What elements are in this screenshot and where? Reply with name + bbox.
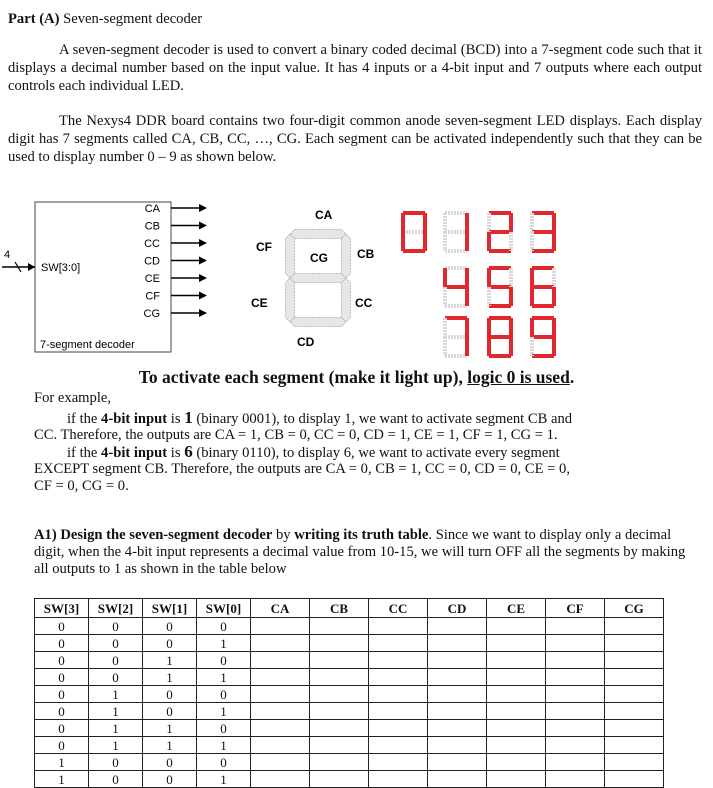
- output-cell: [605, 652, 664, 669]
- table-row: [35, 635, 664, 652]
- segment-outline-b: [342, 234, 351, 278]
- input-cell: 0: [143, 754, 197, 771]
- output-label-ca: CA: [144, 203, 160, 215]
- seg-label-cg: CG: [310, 251, 328, 265]
- output-arrow-head: [199, 239, 207, 247]
- input-cell: 0: [35, 720, 89, 737]
- input-cell: 0: [143, 635, 197, 652]
- input-cell: 0: [89, 635, 143, 652]
- output-label-cg: CG: [143, 308, 160, 320]
- input-cell: 1: [197, 737, 251, 754]
- input-cell: 1: [197, 771, 251, 788]
- output-cell: [428, 686, 487, 703]
- output-cell: [310, 703, 369, 720]
- note-underlined: logic 0 is used: [467, 367, 570, 387]
- digit-big: 1: [184, 408, 193, 427]
- input-cell: 0: [35, 618, 89, 635]
- text: is: [167, 445, 185, 461]
- column-header-sw3: SW[3]: [35, 599, 89, 618]
- digit-6: [532, 268, 554, 306]
- output-cell: [605, 771, 664, 788]
- input-cell: 1: [89, 686, 143, 703]
- column-header-sw0: SW[0]: [197, 599, 251, 618]
- truth-table: [34, 598, 664, 788]
- input-cell: 1: [89, 720, 143, 737]
- output-label-cd: CD: [144, 255, 160, 268]
- table-row: [35, 720, 664, 737]
- output-cell: [428, 618, 487, 635]
- board-paragraph: The Nexys4 DDR board contains two four-digit common anode seven-segment LED displays. Each display digit has 7 segments called CA, CB, CC, …, CG. Each segment can be activated independently such that they can be used to display number 0 – 9 as shown below.: [8, 113, 702, 165]
- output-cell: [251, 737, 310, 754]
- a1-label: A1) Design the seven-segment decoder: [34, 527, 273, 543]
- input-cell: 1: [143, 720, 197, 737]
- output-cell: [487, 737, 546, 754]
- table-row: [35, 754, 664, 771]
- a1-task: [34, 527, 694, 578]
- output-cell: [428, 771, 487, 788]
- output-cell: [546, 669, 605, 686]
- example1-line2: CC. Therefore, the outputs are CA = 1, CB = 0, CC = 0, CD = 1, CE = 1, CF = 1, CG = 1.: [34, 427, 558, 443]
- note-period: .: [569, 367, 575, 387]
- output-cell: [251, 669, 310, 686]
- output-arrow-head: [199, 292, 207, 300]
- input-cell: 0: [35, 669, 89, 686]
- note-text: To activate each segment (make it light up),: [138, 367, 468, 387]
- example-intro: For example,: [34, 390, 112, 406]
- output-cell: [605, 737, 664, 754]
- output-arrow-head: [199, 204, 207, 212]
- input-cell: 0: [197, 754, 251, 771]
- output-cell: [369, 669, 428, 686]
- segment-outline-a: [290, 230, 346, 239]
- output-label-ce: CE: [144, 273, 160, 285]
- output-cell: [546, 737, 605, 754]
- digit-2: [489, 213, 511, 251]
- input-cell: 0: [143, 618, 197, 635]
- output-cell: [487, 635, 546, 652]
- table-row: [35, 618, 664, 635]
- decoder-diagram: [0, 196, 713, 366]
- text: if the: [67, 411, 102, 427]
- output-cell: [251, 703, 310, 720]
- text: (binary 0110), to display 6, we want to activate every segment: [192, 445, 560, 461]
- input-cell: 1: [143, 652, 197, 669]
- segment-outline-f: [286, 234, 295, 278]
- digit-8: [489, 318, 511, 356]
- output-cell: [310, 771, 369, 788]
- output-cell: [310, 618, 369, 635]
- input-cell: 0: [89, 669, 143, 686]
- logic-zero-note: [0, 366, 713, 388]
- output-cell: [487, 720, 546, 737]
- digit-5: [489, 268, 511, 306]
- output-cell: [428, 720, 487, 737]
- output-cell: [487, 703, 546, 720]
- digit-3: [532, 213, 554, 251]
- digit-1: [445, 213, 467, 251]
- input-cell: 0: [143, 703, 197, 720]
- output-cell: [605, 720, 664, 737]
- output-cell: [605, 754, 664, 771]
- output-arrow-head: [199, 257, 207, 265]
- input-cell: 0: [143, 771, 197, 788]
- output-cell: [546, 686, 605, 703]
- digit-4: [445, 268, 467, 306]
- truth-table-body: [35, 618, 664, 788]
- output-cell: [369, 618, 428, 635]
- output-cell: [487, 669, 546, 686]
- section-part-label: Part (A): [8, 11, 60, 27]
- output-cell: [251, 618, 310, 635]
- seg-label-cf: CF: [256, 240, 272, 254]
- output-cell: [310, 635, 369, 652]
- input-cell: 0: [35, 686, 89, 703]
- output-cell: [546, 720, 605, 737]
- output-cell: [546, 635, 605, 652]
- segment-outline-g: [290, 274, 346, 283]
- input-cell: 0: [89, 771, 143, 788]
- table-row: [35, 669, 664, 686]
- segment-outline-e: [286, 278, 295, 322]
- input-cell: 0: [197, 686, 251, 703]
- table-row: [35, 703, 664, 720]
- input-cell: 1: [35, 754, 89, 771]
- output-cell: [487, 754, 546, 771]
- output-cell: [546, 754, 605, 771]
- example2-line2: EXCEPT segment CB. Therefore, the outputs are CA = 0, CB = 1, CC = 0, CD = 0, CE = 0,: [34, 461, 570, 477]
- digit-big: 6: [184, 442, 193, 461]
- section-heading: [8, 10, 702, 28]
- input-cell: 1: [143, 737, 197, 754]
- column-header-cg: CG: [605, 599, 664, 618]
- column-header-ca: CA: [251, 599, 310, 618]
- output-arrow-head: [199, 309, 207, 317]
- output-labels: [144, 203, 161, 320]
- seg-label-cb: CB: [357, 247, 375, 261]
- bus-width-label: 4: [4, 249, 11, 261]
- text: by: [272, 527, 295, 543]
- input-cell: 1: [197, 703, 251, 720]
- input-cell: 1: [143, 669, 197, 686]
- input-cell: 0: [35, 652, 89, 669]
- output-cell: [369, 703, 428, 720]
- output-cell: [369, 737, 428, 754]
- output-cell: [369, 720, 428, 737]
- text-bold: 4-bit input: [101, 445, 168, 461]
- text: if the: [67, 445, 102, 461]
- output-cell: [605, 703, 664, 720]
- output-cell: [428, 737, 487, 754]
- diagram-svg: [0, 196, 713, 366]
- output-cell: [605, 669, 664, 686]
- output-cell: [251, 771, 310, 788]
- table-row: [35, 771, 664, 788]
- column-header-cf: CF: [546, 599, 605, 618]
- output-cell: [546, 618, 605, 635]
- example2-line3: CF = 0, CG = 0.: [34, 478, 129, 494]
- digit-displays: [403, 213, 554, 356]
- output-cell: [251, 652, 310, 669]
- input-cell: 0: [35, 703, 89, 720]
- output-cell: [251, 686, 310, 703]
- output-cell: [251, 720, 310, 737]
- column-header-cc: CC: [369, 599, 428, 618]
- output-cell: [428, 754, 487, 771]
- output-label-cf: CF: [145, 290, 160, 303]
- seg-label-ca: CA: [315, 208, 333, 222]
- output-cell: [428, 669, 487, 686]
- segment-outline-c: [342, 278, 351, 322]
- output-cell: [310, 720, 369, 737]
- section-title: Seven-segment decoder: [59, 11, 203, 27]
- output-label-cc: CC: [144, 238, 160, 250]
- text: (binary 0001), to display 1, we want to activate segment CB and: [192, 411, 573, 427]
- block-label: 7-segment decoder: [40, 339, 135, 351]
- seg-label-ce: CE: [251, 296, 268, 310]
- input-cell: 0: [35, 635, 89, 652]
- truth-table-header: [35, 599, 664, 618]
- input-cell: 1: [35, 771, 89, 788]
- column-header-ce: CE: [487, 599, 546, 618]
- a1-bold: writing its truth table: [294, 527, 429, 543]
- input-cell: 0: [35, 737, 89, 754]
- output-cell: [546, 703, 605, 720]
- input-cell: 1: [89, 737, 143, 754]
- input-label: SW[3:0]: [41, 262, 81, 274]
- digit-9: [532, 318, 554, 356]
- output-cell: [251, 635, 310, 652]
- output-cell: [605, 635, 664, 652]
- output-cell: [310, 686, 369, 703]
- output-cell: [369, 771, 428, 788]
- input-cell: 0: [143, 686, 197, 703]
- column-header-sw2: SW[2]: [89, 599, 143, 618]
- output-cell: [546, 652, 605, 669]
- output-cell: [487, 686, 546, 703]
- input-arrow-head: [28, 263, 35, 271]
- output-cell: [605, 686, 664, 703]
- input-cell: 1: [89, 703, 143, 720]
- input-cell: 1: [197, 669, 251, 686]
- output-cell: [428, 635, 487, 652]
- input-cell: 0: [89, 652, 143, 669]
- output-arrow-head: [199, 274, 207, 282]
- output-cell: [310, 669, 369, 686]
- output-cell: [369, 686, 428, 703]
- column-header-cd: CD: [428, 599, 487, 618]
- segment-layout-diagram: [286, 230, 351, 327]
- column-header-cb: CB: [310, 599, 369, 618]
- input-cell: 0: [89, 618, 143, 635]
- input-cell: 1: [197, 635, 251, 652]
- column-header-sw1: SW[1]: [143, 599, 197, 618]
- input-cell: 0: [197, 618, 251, 635]
- output-cell: [369, 652, 428, 669]
- input-cell: 0: [197, 652, 251, 669]
- output-cell: [310, 737, 369, 754]
- output-cell: [428, 703, 487, 720]
- digit-0: [403, 213, 425, 251]
- table-row: [35, 652, 664, 669]
- text-bold: 4-bit input: [101, 411, 168, 427]
- output-cell: [369, 754, 428, 771]
- output-cell: [605, 618, 664, 635]
- segment-outline-d: [290, 318, 346, 327]
- output-cell: [369, 635, 428, 652]
- output-cell: [487, 652, 546, 669]
- a1-rest: . Since we want to display only a decimal digit, when the 4-bit input represents a decimal value from 10-15, we will turn OFF all the segments by making all outputs to 1 as shown in the table below: [34, 527, 686, 577]
- output-cell: [310, 652, 369, 669]
- intro-paragraph: A seven-segment decoder is used to convert a binary coded decimal (BCD) into a 7-segment code such that it displays a decimal number based on the input value. It has 4 inputs or a 4-bit input and 7 outputs where each output controls each individual LED.: [8, 42, 702, 94]
- output-arrows: [171, 204, 207, 317]
- seg-label-cd: CD: [297, 335, 315, 349]
- table-row: [35, 737, 664, 754]
- seg-label-cc: CC: [355, 296, 373, 310]
- output-cell: [487, 771, 546, 788]
- input-cell: 0: [197, 720, 251, 737]
- output-cell: [310, 754, 369, 771]
- output-arrow-head: [199, 222, 207, 230]
- input-cell: 0: [89, 754, 143, 771]
- output-label-cb: CB: [144, 220, 160, 233]
- output-cell: [487, 618, 546, 635]
- digit-7: [445, 318, 467, 356]
- text: is: [167, 411, 185, 427]
- output-cell: [546, 771, 605, 788]
- table-row: [35, 686, 664, 703]
- output-cell: [251, 754, 310, 771]
- output-cell: [428, 652, 487, 669]
